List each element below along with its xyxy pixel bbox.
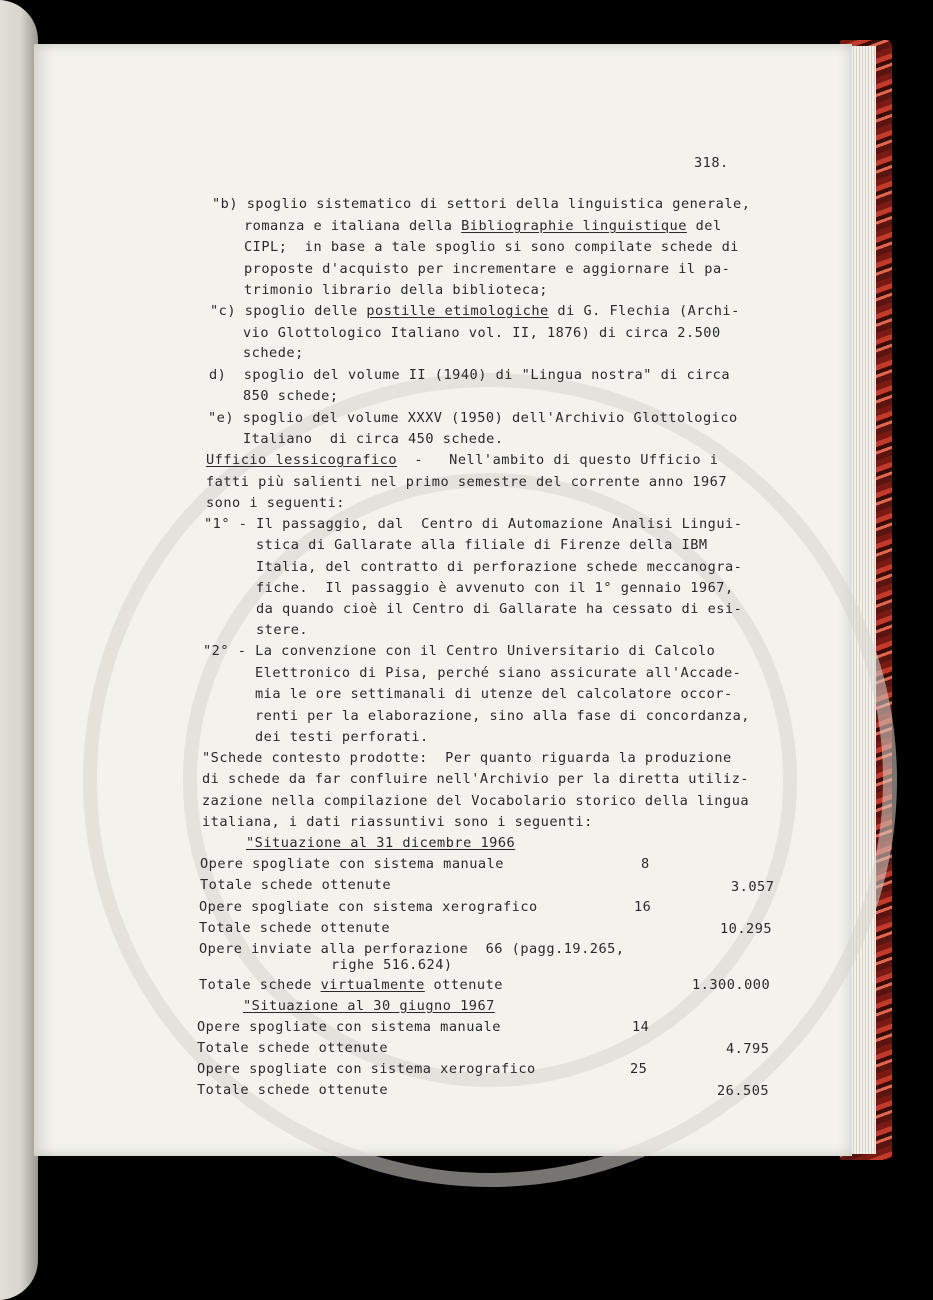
situation-heading-1966: "Situazione al 31 dicembre 1966 <box>246 835 516 851</box>
table-row-total: 26.505 <box>717 1083 770 1099</box>
text-line: schede; <box>243 345 304 361</box>
text-line: "2° - La convenzione con il Centro Universitario di Calcolo <box>203 643 716 659</box>
text-line: CIPL; in base a tale spoglio si sono compilate schede di <box>244 239 739 255</box>
table-row-label: Totale schede virtualmente ottenute <box>199 977 503 993</box>
text-line: dei testi perforati. <box>255 729 429 745</box>
table-row-label: Totale schede ottenute <box>197 1040 389 1056</box>
table-row-total: 10.295 <box>720 921 773 937</box>
text-line: Elettronico di Pisa, perché siano assicurate all'Accade- <box>255 665 742 681</box>
text-line: "Schede contesto prodotte: Per quanto riguarda la produzione <box>202 750 732 766</box>
table-row-label: righe 516.624) <box>331 957 453 973</box>
text-line: trimonio librario della biblioteca; <box>244 282 548 298</box>
text-line: romanza e italiana della Bibliographie linguistique del <box>244 218 722 234</box>
table-row-label: Opere spogliate con sistema xerografico <box>197 1061 536 1077</box>
page-number: 318. <box>694 155 729 171</box>
text-line: fatti più salienti nel primo semestre del corrente anno 1967 <box>206 474 728 490</box>
text-line: mia le ore settimanali di utenze del calcolatore occor- <box>255 686 733 702</box>
table-row-total: 1.300.000 <box>692 977 771 993</box>
text-line: fiche. Il passaggio è avvenuto con il 1° gennaio 1967, <box>256 580 734 596</box>
table-row-label: Totale schede ottenute <box>199 920 391 936</box>
text-line: stica di Gallarate alla filiale di Firenze della IBM <box>256 537 708 553</box>
text-line: da quando cioè il Centro di Gallarate ha cessato di esi- <box>256 601 743 617</box>
table-row-count: 16 <box>634 899 652 915</box>
text-line: zazione nella compilazione del Vocabolario storico della lingua <box>202 793 750 809</box>
situation-heading-1967: "Situazione al 30 giugno 1967 <box>243 998 495 1014</box>
text-line: "b) spoglio sistematico di settori della linguistica generale, <box>212 196 751 212</box>
text-line: italiana, i dati riassuntivi sono i seguenti: <box>202 814 593 830</box>
text-line: d) spoglio del volume II (1940) di "Lingua nostra" di circa <box>209 367 731 383</box>
text-line: proposte d'acquisto per incrementare e aggiornare il pa- <box>244 261 731 277</box>
text-line: di schede da far confluire nell'Archivio per la diretta utiliz- <box>202 771 750 787</box>
table-row-total: 4.795 <box>726 1041 770 1057</box>
text-line: Italiano di circa 450 schede. <box>243 431 504 447</box>
table-row-label: Totale schede ottenute <box>200 877 392 893</box>
section-heading: Ufficio lessicografico - Nell'ambito di questo Ufficio i <box>206 452 719 468</box>
text-line: stere. <box>256 622 309 638</box>
table-row-total: 3.057 <box>731 879 775 895</box>
text-line: renti per la elaborazione, sino alla fase di concordanza, <box>255 708 750 724</box>
table-row-count: 14 <box>632 1019 650 1035</box>
text-line: Italia, del contratto di perforazione schede meccanogra- <box>256 559 743 575</box>
table-row-label: Opere spogliate con sistema manuale <box>197 1019 501 1035</box>
text-line: "c) spoglio delle postille etimologiche di G. Flechia (Archi- <box>210 303 740 319</box>
text-line: "1° - Il passaggio, dal Centro di Automazione Analisi Lingui- <box>204 516 743 532</box>
text-line: 850 schede; <box>243 388 339 404</box>
facing-page-edge <box>0 0 38 1300</box>
table-row-count: 25 <box>630 1061 648 1077</box>
table-row-count: 8 <box>641 856 650 872</box>
table-row-label: Opere inviate alla perforazione 66 (pagg.19.265, <box>199 941 625 957</box>
table-row-label: Opere spogliate con sistema manuale <box>200 856 504 872</box>
text-line: "e) spoglio del volume XXXV (1950) dell'Archivio Glottologico <box>208 410 738 426</box>
text-line: vio Glottologico Italiano vol. II, 1876) di circa 2.500 <box>243 325 721 341</box>
text-line: sono i seguenti: <box>206 495 345 511</box>
table-row-label: Opere spogliate con sistema xerografico <box>199 899 538 915</box>
table-row-label: Totale schede ottenute <box>197 1082 389 1098</box>
